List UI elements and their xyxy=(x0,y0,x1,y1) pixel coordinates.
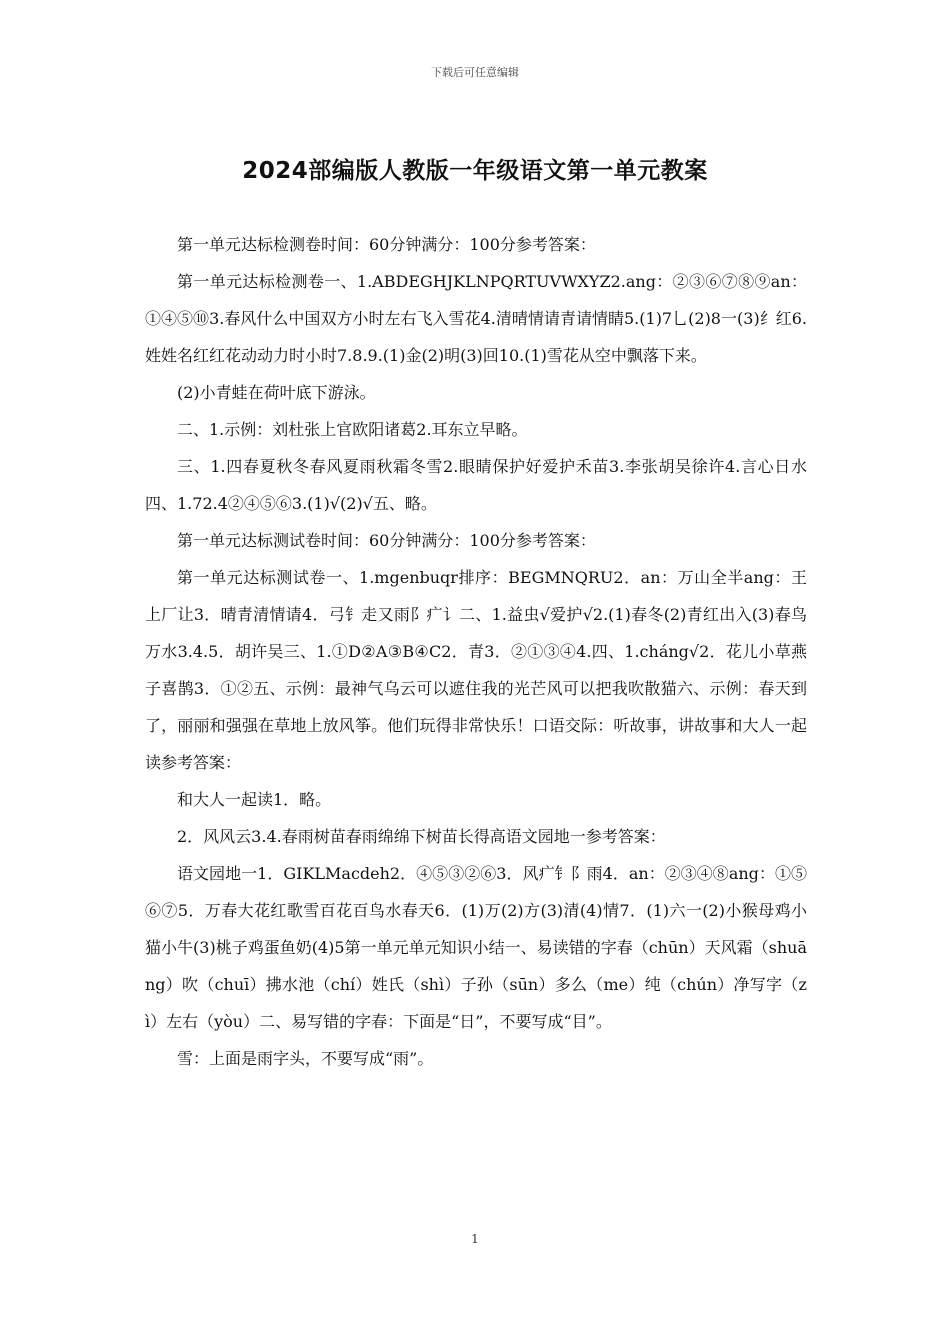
paragraph: (2)小青蛙在荷叶底下游泳。 xyxy=(177,383,376,402)
paragraph: 二、1.示例：刘杜张上官欧阳诸葛2.耳东立早略。 xyxy=(177,420,528,439)
paragraph: 三、1.四春夏秋冬春风夏雨秋霜冬雪2.眼睛保护好爱护禾苗3.李张胡吴徐许4.言心日水四、1.72.4②④⑤⑥3.(1)√(2)√五、略。 xyxy=(145,457,807,513)
paragraph: 语文园地一1．GIKLMacdeh2．④⑤③②⑥3．风疒钅阝雨4．an：②③④⑧ang：①⑤⑥⑦5．万春大花红歌雪百花百鸟水春天6．(1)万(2)方(3)清(4)情7．(1)六一(2)小猴母鸡小猫小牛(3)桃子鸡蛋鱼奶(4)5第一单元单元知识小结一、易读错的字春（chūn）天风霜（shuāng）吹（chuī）拂水池（chí）姓氏（shì）子孙（sūn）多么（me）纯（chún）净写字（zì）左右（yòu）二、易写错的字春：下面是“日”，不要写成“目”。 xyxy=(145,864,807,1031)
document-title: 2024部编版人教版一年级语文第一单元教案 xyxy=(242,158,708,184)
paragraph: 和大人一起读1．略。 xyxy=(177,790,332,809)
paragraph: 第一单元达标测试卷时间：60分钟满分：100分参考答案： xyxy=(177,531,596,550)
paragraph: 第一单元达标测试卷一、1.mgenbuqr排序：BEGMNQRU2．an：万山全半ang：王上厂让3．晴青清情请4．弓钅走又雨阝疒讠二、1.益虫√爱护√2.(1)春冬(2)青红出入(3)春鸟万水3.4.5．胡许吴三、1.①D②A③B④C2．青3．②①③④4.四、1.cháng√2．花儿小草燕子喜鹊3．①②五、示例：最神气乌云可以遮住我的光芒风可以把我吹散猫六、示例：春天到了，丽丽和强强在草地上放风筝。他们玩得非常快乐！口语交际：听故事，讲故事和大人一起读参考答案： xyxy=(145,568,807,772)
page-number: 1 xyxy=(471,1232,479,1246)
paragraph: 第一单元达标检测卷一、1.ABDEGHJKLNPQRTUVWXYZ2.ang：②③⑥⑦⑧⑨an：①④⑤⑩3.春风什么中国双方小时左右飞入雪花4.清晴情请青请情睛5.(1)7乚(2)8一(3)纟红6.姓姓名红红花动动力时小时7.8.9.(1)金(2)明(3)回10.(1)雪花从空中飘落下来。 xyxy=(145,272,807,365)
paragraph: 2．风风云3.4.春雨树苗春雨绵绵下树苗长得高语文园地一参考答案： xyxy=(177,827,666,846)
header-note: 下载后可任意编辑 xyxy=(431,66,519,79)
paragraph: 雪：上面是雨字头，不要写成“雨”。 xyxy=(177,1049,434,1068)
paragraph: 第一单元达标检测卷时间：60分钟满分：100分参考答案： xyxy=(177,235,596,254)
document-body xyxy=(145,226,807,1077)
